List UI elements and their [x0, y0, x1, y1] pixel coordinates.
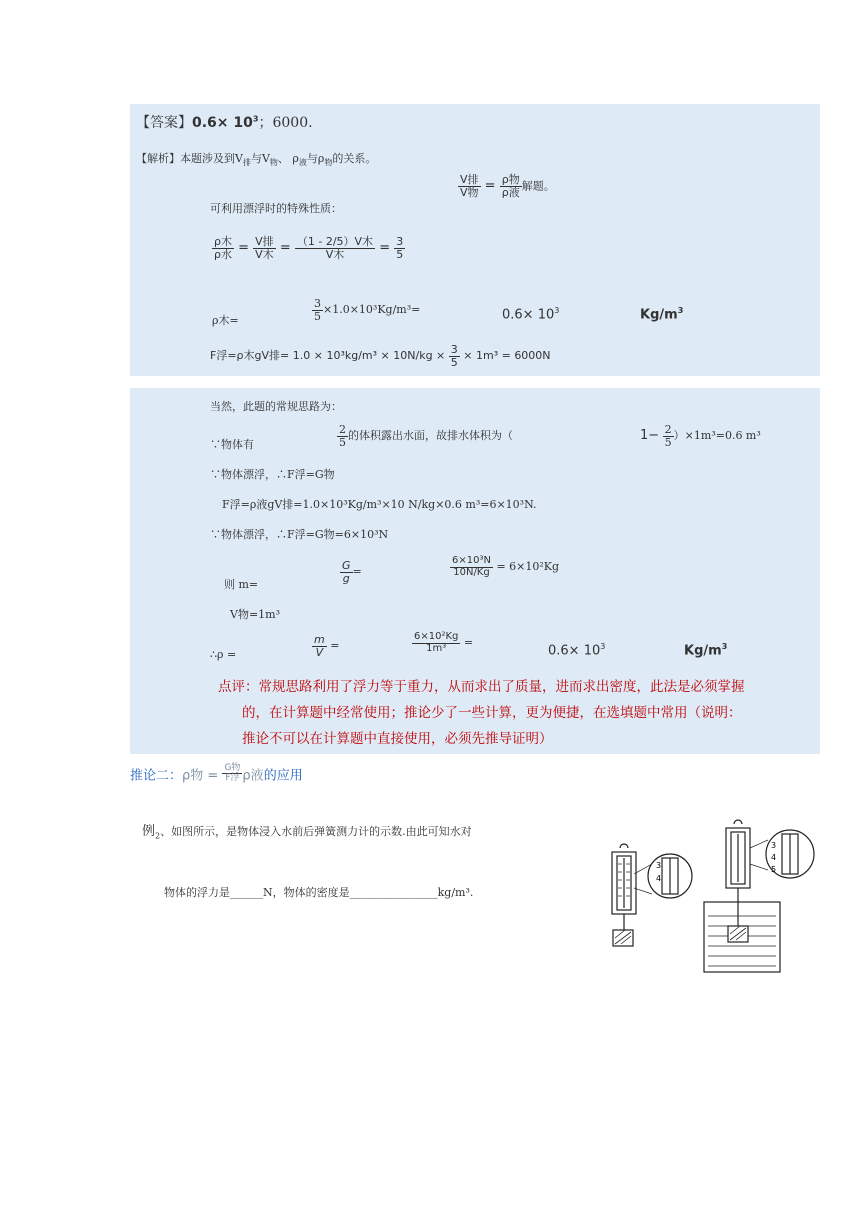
rho-wood-label: ρ木= [212, 314, 239, 327]
regular-density-unit: $Kg/m^3$ [684, 642, 728, 659]
regular-line1-a: ∵物体有 [210, 438, 254, 451]
regular-mass-frac: $\frac{G}{g}$ = [342, 559, 362, 585]
regular-density-calc: $\frac{\text{6×10²Kg}}{\text{1m³}}$ = [414, 631, 474, 654]
left-spring-scale [612, 844, 692, 946]
regular-line2: ∵物体漂浮，∴F浮=G物 [210, 468, 335, 481]
spring-scale-figure [604, 818, 824, 976]
right-scale-label-bot: 5 [771, 865, 777, 874]
regular-line4: ∵物体漂浮，∴F浮=G物=6×10³N [210, 528, 389, 541]
regular-density-label: ∴ρ = [210, 648, 237, 661]
comment-line-3: 推论不可以在计算题中直接使用，必须先推导证明） [242, 731, 553, 747]
regular-mass-label: 则 m= [224, 578, 259, 591]
rho-wood-value: $0.6\times 10^3$ [502, 306, 560, 323]
regular-mass-calc: $\frac{\text{6×10³N}}{10N/Kg}$ = 6×10²Kg [452, 555, 560, 578]
right-scale-label-top: 3 [771, 841, 777, 850]
property-formula: $\frac{\text{V排}}{\text{V物}}$ = $\frac{\text{ρ物}}{\text{ρ液}}$ 解题。 [460, 173, 555, 199]
left-scale-label-top: 3 [656, 861, 662, 870]
right-spring-scale [704, 820, 814, 972]
rho-wood-unit: $Kg/m^3$ [640, 306, 684, 323]
example-line2: 物体的浮力是______N，物体的密度是________________kg/m³. [164, 886, 474, 899]
regular-line1-c: 1− $\frac{2}{5}$ ）×1m³=0.6 m³ [640, 423, 761, 449]
property-text: 可利用漂浮时的特殊性质： [210, 202, 342, 215]
comment-line-1: 点评：常规思路利用了浮力等于重力，从而求出了质量，进而求出密度，此法是必须掌握 [218, 679, 745, 695]
regular-line1-b: $\frac{2}{5}$ 的体积露出水面，故排水体积为（ [339, 423, 513, 449]
left-scale-label-mid: 4 [656, 874, 662, 883]
analysis-intro: 【解析】本题涉及到$V_排$与$V_物$、 $\rho_液$与$\rho_物$的关系。 [136, 152, 377, 168]
regular-line3: F浮=ρ液gV排=1.0×10³Kg/m³×10 N/kg×0.6 m³=6×10³N. [222, 498, 537, 511]
density-blank[interactable]: ________________ [349, 886, 438, 899]
regular-intro: 当然，此题的常规思路为： [210, 400, 342, 413]
comment-line-2: 的，在计算题中经常使用；推论少了一些计算，更为便捷，在选填题中常用（说明： [242, 705, 742, 721]
regular-density-frac: $\frac{m}{V}$ = [314, 633, 340, 659]
regular-volume: V物=1m³ [230, 608, 280, 621]
ratio-equation: $\frac{\text{ρ木}}{\text{ρ水}}$ = $\frac{\text{V排}}{\text{V木}}$ = $\frac{\text{（1 - 2/5）V木}}{\text{V木}}$ = $\frac{3}{5}$ [214, 235, 404, 261]
corollary-heading: 推论二：ρ物 = $\frac{\text{G物}}{\text{F浮}}$ ρ液的应用 [130, 763, 303, 784]
buoyancy-blank[interactable]: ______ [230, 886, 263, 899]
example-line1: 例$_2$、如图所示，是物体浸入水前后弹簧测力计的示数.由此可知水对 [142, 824, 472, 841]
buoyancy-equation: F浮=ρ木gV排= 1.0 × 10³kg/m³ × 10N/kg × $\frac{3}{5}$ × 1m³ = 6000N [210, 343, 551, 369]
answer-line: 【答案】$0.6\times 10^3$；6000. [136, 114, 313, 131]
regular-density-value: $0.6\times 10^3$ [548, 642, 606, 659]
right-scale-label-mid: 4 [771, 853, 777, 862]
answer-density: $0.6\times 10^3$ [192, 114, 259, 131]
rho-wood-calc: $\frac{3}{5}$ ×1.0×10³Kg/m³= [314, 297, 421, 323]
